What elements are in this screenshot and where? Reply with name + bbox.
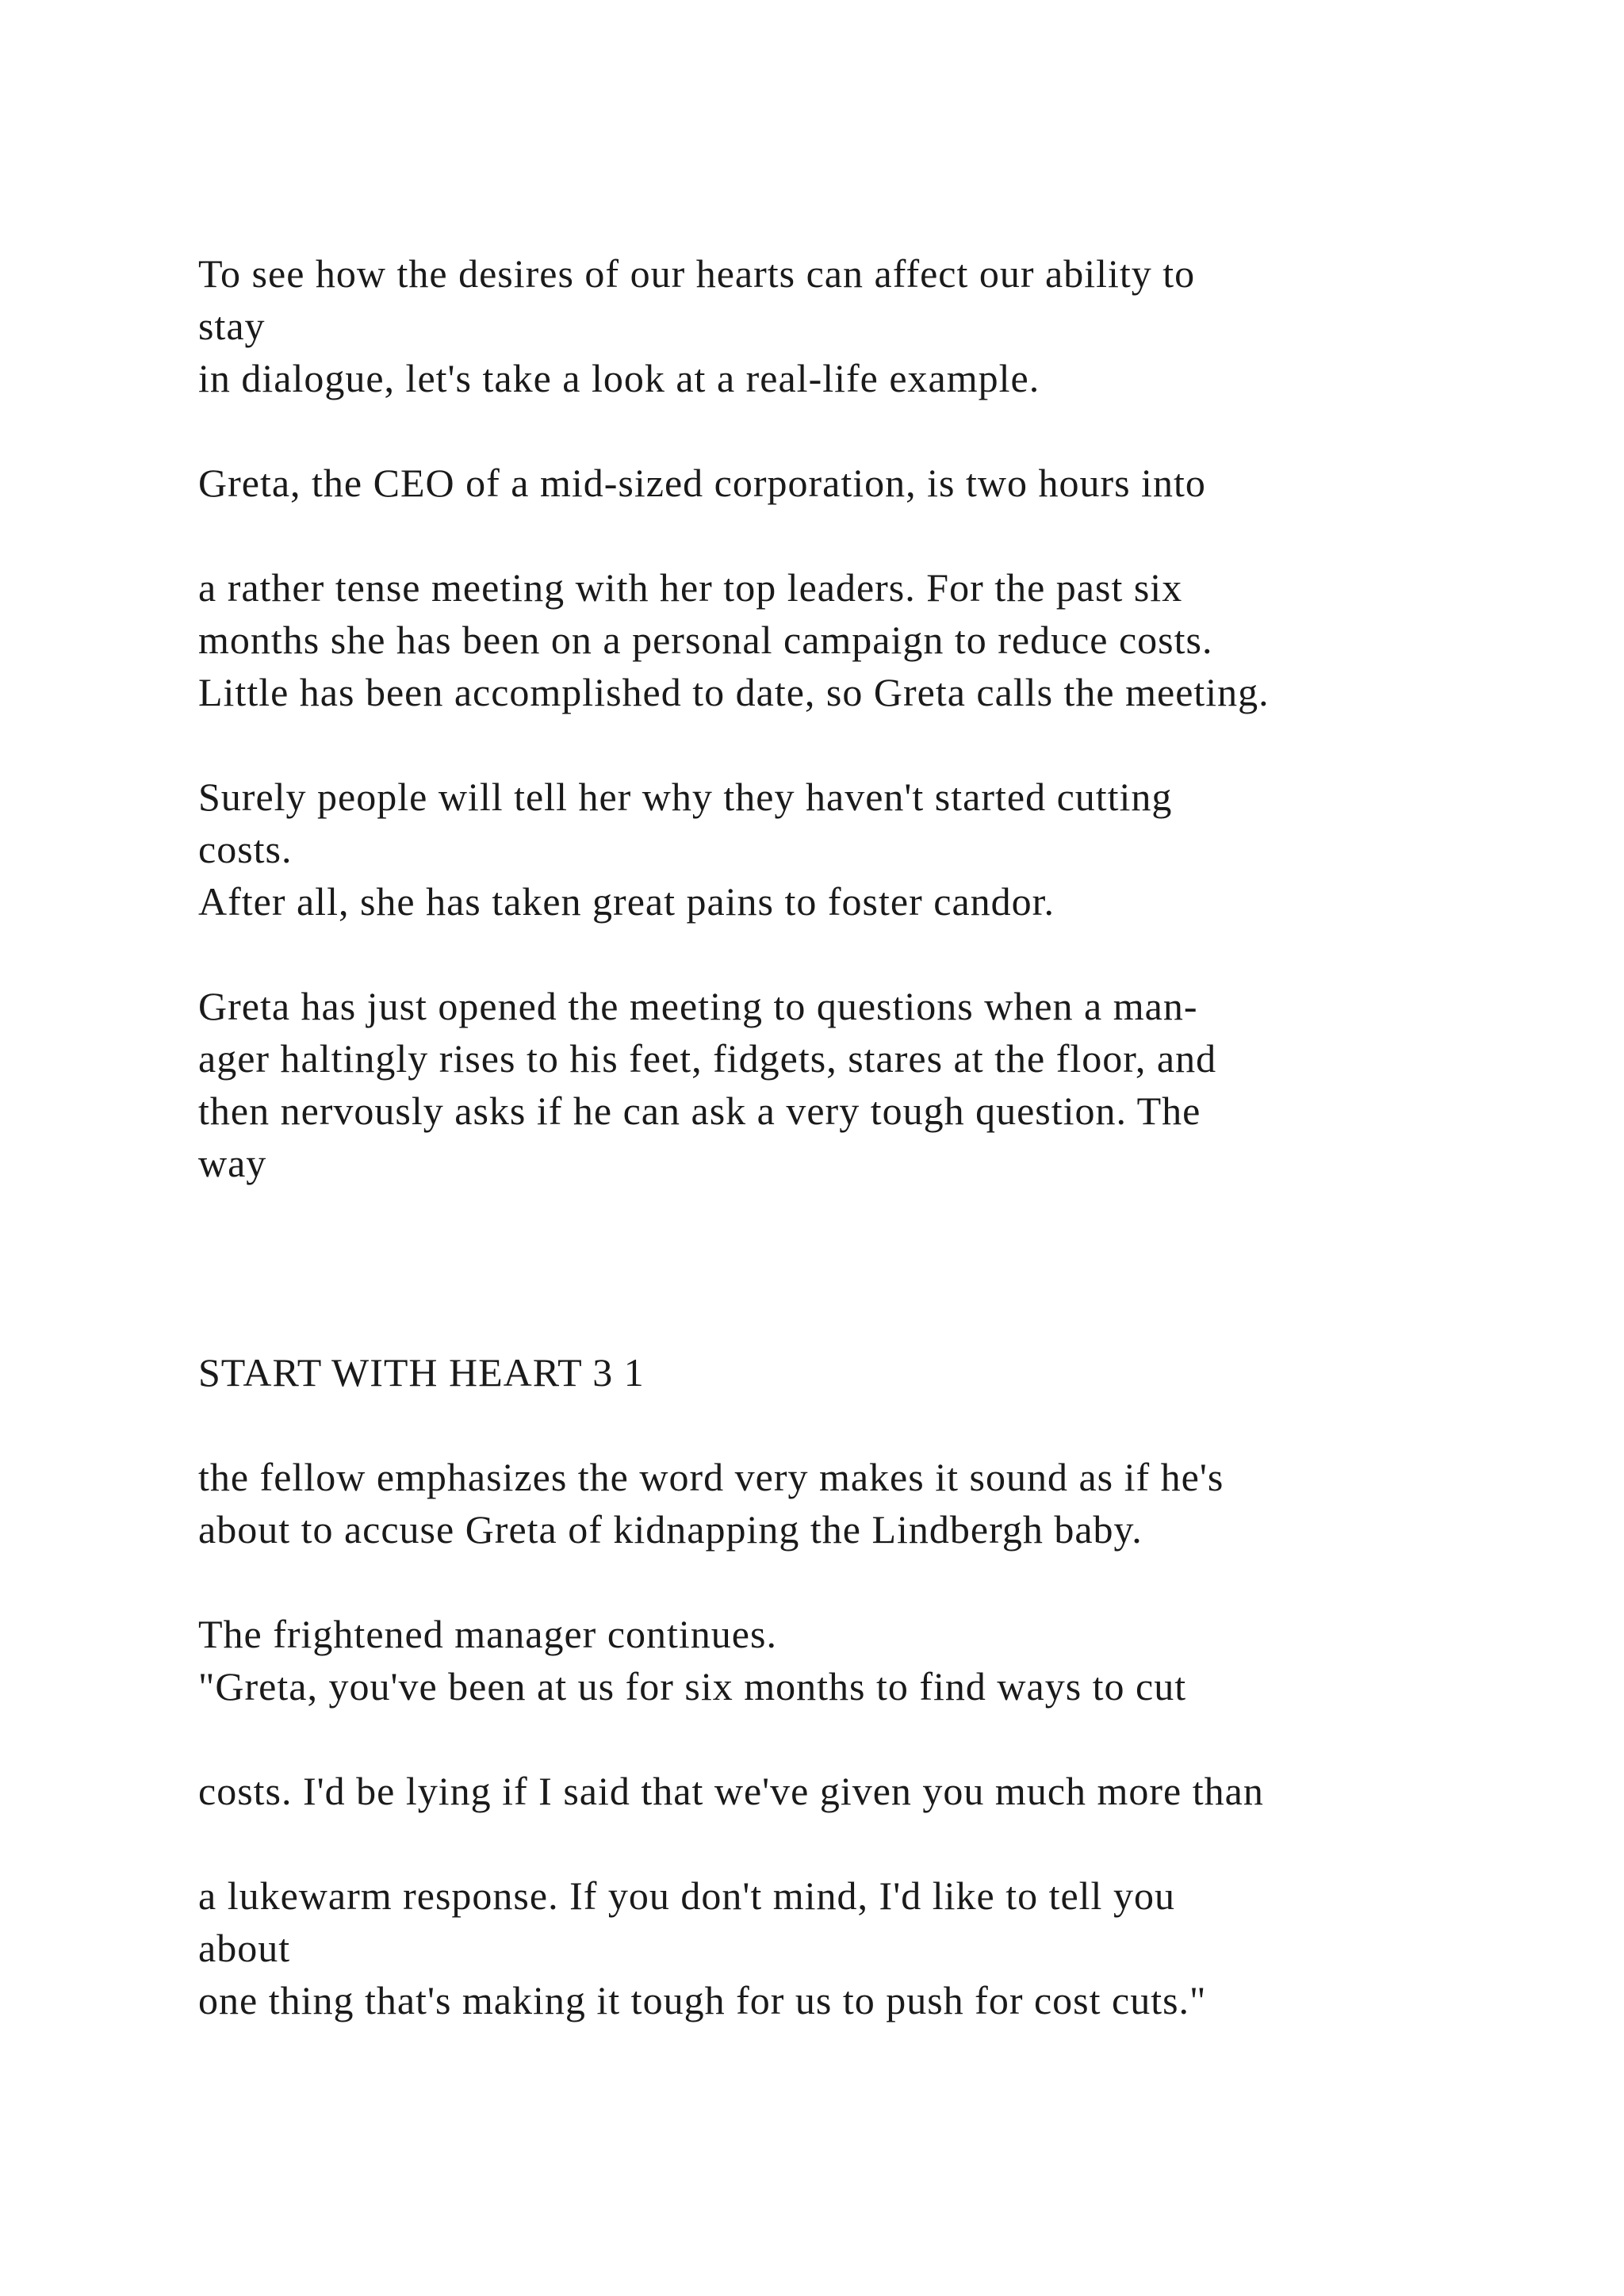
text-line: in dialogue, let's take a look at a real-life example. <box>198 356 1040 400</box>
section-heading: START WITH HEART 3 1 <box>198 1350 645 1395</box>
blank-line <box>198 1556 1546 1608</box>
text-line: The frightened manager continues. <box>198 1612 777 1656</box>
blank-line <box>198 928 1546 980</box>
text-line: months she has been on a personal campaign to reduce costs. <box>198 618 1213 662</box>
text-line: ager haltingly rises to his feet, fidgets, stares at the floor, and <box>198 1036 1217 1081</box>
text-line: After all, she has taken great pains to foster candor. <box>198 879 1055 924</box>
text-line: about <box>198 1926 291 1970</box>
blank-line <box>198 718 1546 771</box>
document-body <box>198 247 1546 2026</box>
text-line: the fellow emphasizes the word very makes it sound as if he's <box>198 1455 1224 1499</box>
blank-line <box>198 1189 1546 1242</box>
blank-line <box>198 1712 1546 1765</box>
text-line: then nervously asks if he can ask a very tough question. The <box>198 1089 1201 1133</box>
blank-line <box>198 509 1546 561</box>
text-line: Greta has just opened the meeting to questions when a man- <box>198 984 1198 1028</box>
blank-line <box>198 1242 1546 1294</box>
blank-line <box>198 1399 1546 1451</box>
text-line: To see how the desires of our hearts can affect our ability to <box>198 251 1196 296</box>
text-line: one thing that's making it tough for us to push for cost cuts." <box>198 1978 1207 2022</box>
text-line: about to accuse Greta of kidnapping the Lindbergh baby. <box>198 1507 1143 1552</box>
text-line: costs. <box>198 827 293 871</box>
blank-line <box>198 1294 1546 1346</box>
text-line: stay <box>198 304 266 348</box>
blank-line <box>198 1817 1546 1869</box>
text-line: Little has been accomplished to date, so Greta calls the meeting. <box>198 670 1270 714</box>
text-line: a lukewarm response. If you don't mind, I'd like to tell you <box>198 1873 1175 1918</box>
text-line: "Greta, you've been at us for six months to find ways to cut <box>198 1664 1187 1709</box>
text-line: costs. I'd be lying if I said that we've given you much more than <box>198 1769 1264 1813</box>
text-line: Surely people will tell her why they haven't started cutting <box>198 775 1173 819</box>
blank-line <box>198 404 1546 457</box>
text-line: a rather tense meeting with her top leaders. For the past six <box>198 565 1183 610</box>
text-line: way <box>198 1141 267 1185</box>
text-line: Greta, the CEO of a mid-sized corporation, is two hours into <box>198 461 1206 505</box>
